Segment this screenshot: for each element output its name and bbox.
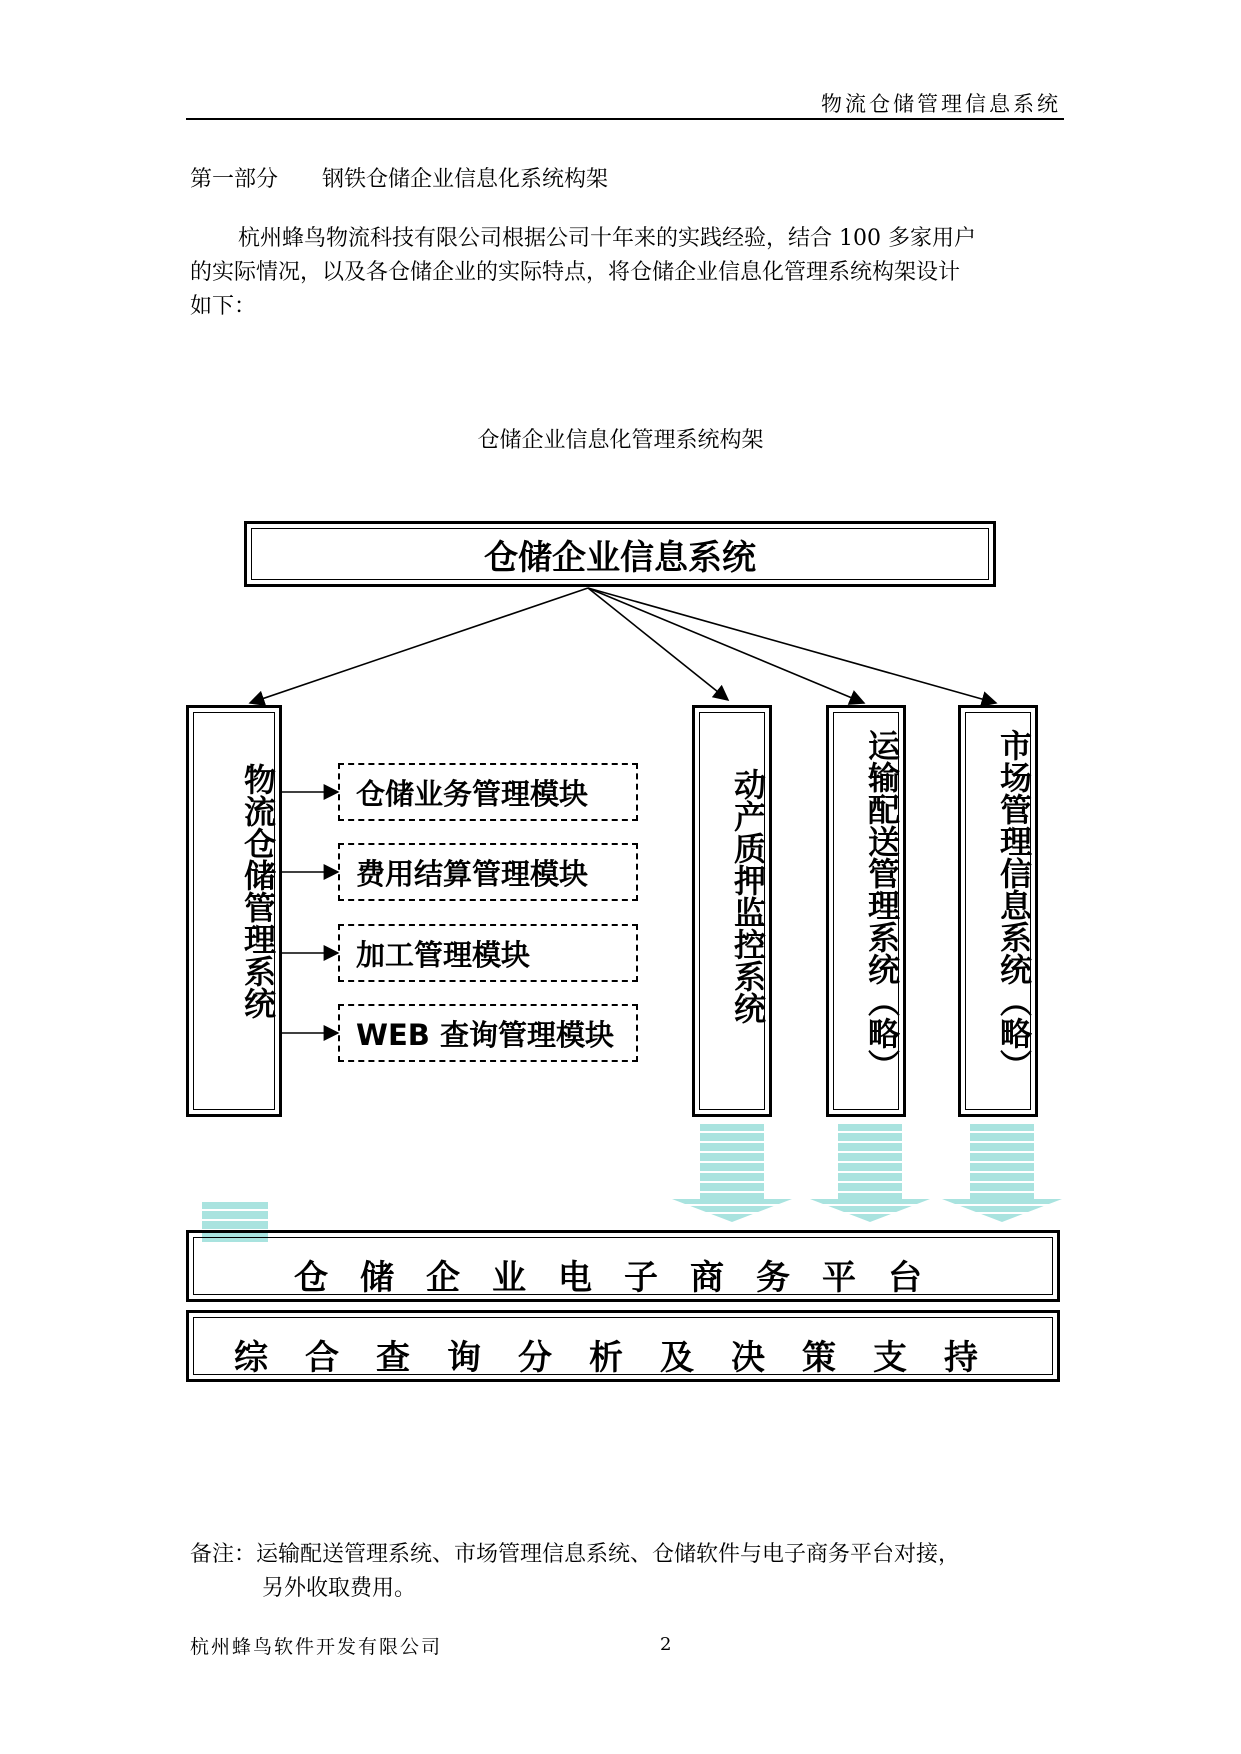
footer-company: 杭州蜂鸟软件开发有限公司	[190, 1636, 443, 1658]
support-char: 析	[589, 1338, 623, 1378]
down-arrow-transport	[810, 1124, 930, 1222]
platform-char: 业	[492, 1258, 526, 1298]
support-char: 询	[447, 1338, 481, 1378]
support-char: 综	[234, 1338, 268, 1378]
arrow-to-logistics	[250, 588, 588, 703]
platform-char: 子	[624, 1258, 658, 1298]
module-web-query: WEB 查询管理模块	[338, 1004, 638, 1062]
logistics-system-label: 物流仓储管理系统	[239, 763, 277, 1019]
ecommerce-platform-label	[193, 1237, 1053, 1298]
module-warehouse-ops: 仓储业务管理模块	[338, 763, 638, 821]
platform-down-arrows	[202, 1124, 1062, 1242]
market-system-label: 市场管理信息系统（略）	[995, 729, 1033, 1081]
platform-char: 台	[888, 1258, 922, 1298]
support-char: 分	[518, 1338, 552, 1378]
support-char: 查	[376, 1338, 410, 1378]
header-title: 物流仓储管理信息系统	[821, 92, 1061, 116]
decision-support-box	[186, 1310, 1060, 1382]
support-char: 合	[305, 1338, 339, 1378]
page-number: 2	[660, 1634, 672, 1655]
arrow-to-transport	[588, 588, 864, 703]
platform-char: 平	[822, 1258, 856, 1298]
intro-line-1: 杭州蜂鸟物流科技有限公司根据公司十年来的实践经验，结合 100 多家用户	[238, 226, 976, 251]
platform-char: 商	[690, 1258, 724, 1298]
module-processing: 加工管理模块	[338, 924, 638, 982]
section-title: 第一部分 钢铁仓储企业信息化系统构架	[190, 167, 609, 192]
platform-char: 企	[426, 1258, 460, 1298]
market-system-box	[958, 705, 1038, 1117]
support-char: 决	[731, 1338, 765, 1378]
down-arrow-market	[942, 1124, 1062, 1222]
platform-char: 仓	[294, 1258, 328, 1298]
support-char: 策	[802, 1338, 836, 1378]
intro-line-2: 的实际情况，以及各仓储企业的实际特点，将仓储企业信息化管理系统构架设计	[190, 260, 961, 285]
platform-char: 电	[558, 1258, 592, 1298]
support-char: 支	[873, 1338, 907, 1378]
platform-char: 储	[360, 1258, 394, 1298]
diagram-title: 仓储企业信息化管理系统构架	[477, 428, 764, 453]
top-system-box	[244, 521, 996, 587]
support-char: 及	[660, 1338, 694, 1378]
note	[190, 1538, 960, 1606]
note-line-2: 另外收取费用。	[262, 1576, 417, 1601]
top-system-label: 仓储企业信息系统	[251, 528, 989, 580]
intro-line-3: 如下：	[190, 294, 257, 319]
arrow-to-pledge	[588, 588, 728, 700]
logistics-system-box	[186, 705, 282, 1117]
down-arrow-pledge	[672, 1124, 792, 1222]
support-char: 持	[944, 1338, 978, 1378]
platform-char: 务	[756, 1258, 790, 1298]
transport-system-box	[826, 705, 906, 1117]
decision-support-label	[193, 1317, 1053, 1378]
ecommerce-platform-box	[186, 1230, 1060, 1302]
transport-system-label: 运输配送管理系统（略）	[863, 729, 901, 1081]
module-fee-settlement: 费用结算管理模块	[338, 843, 638, 901]
note-line-1: 备注：运输配送管理系统、市场管理信息系统、仓储软件与电子商务平台对接，	[190, 1542, 961, 1567]
arrow-to-market	[588, 588, 996, 703]
pledge-system-label: 动产质押监控系统	[729, 768, 767, 1024]
pledge-system-box	[692, 705, 772, 1117]
